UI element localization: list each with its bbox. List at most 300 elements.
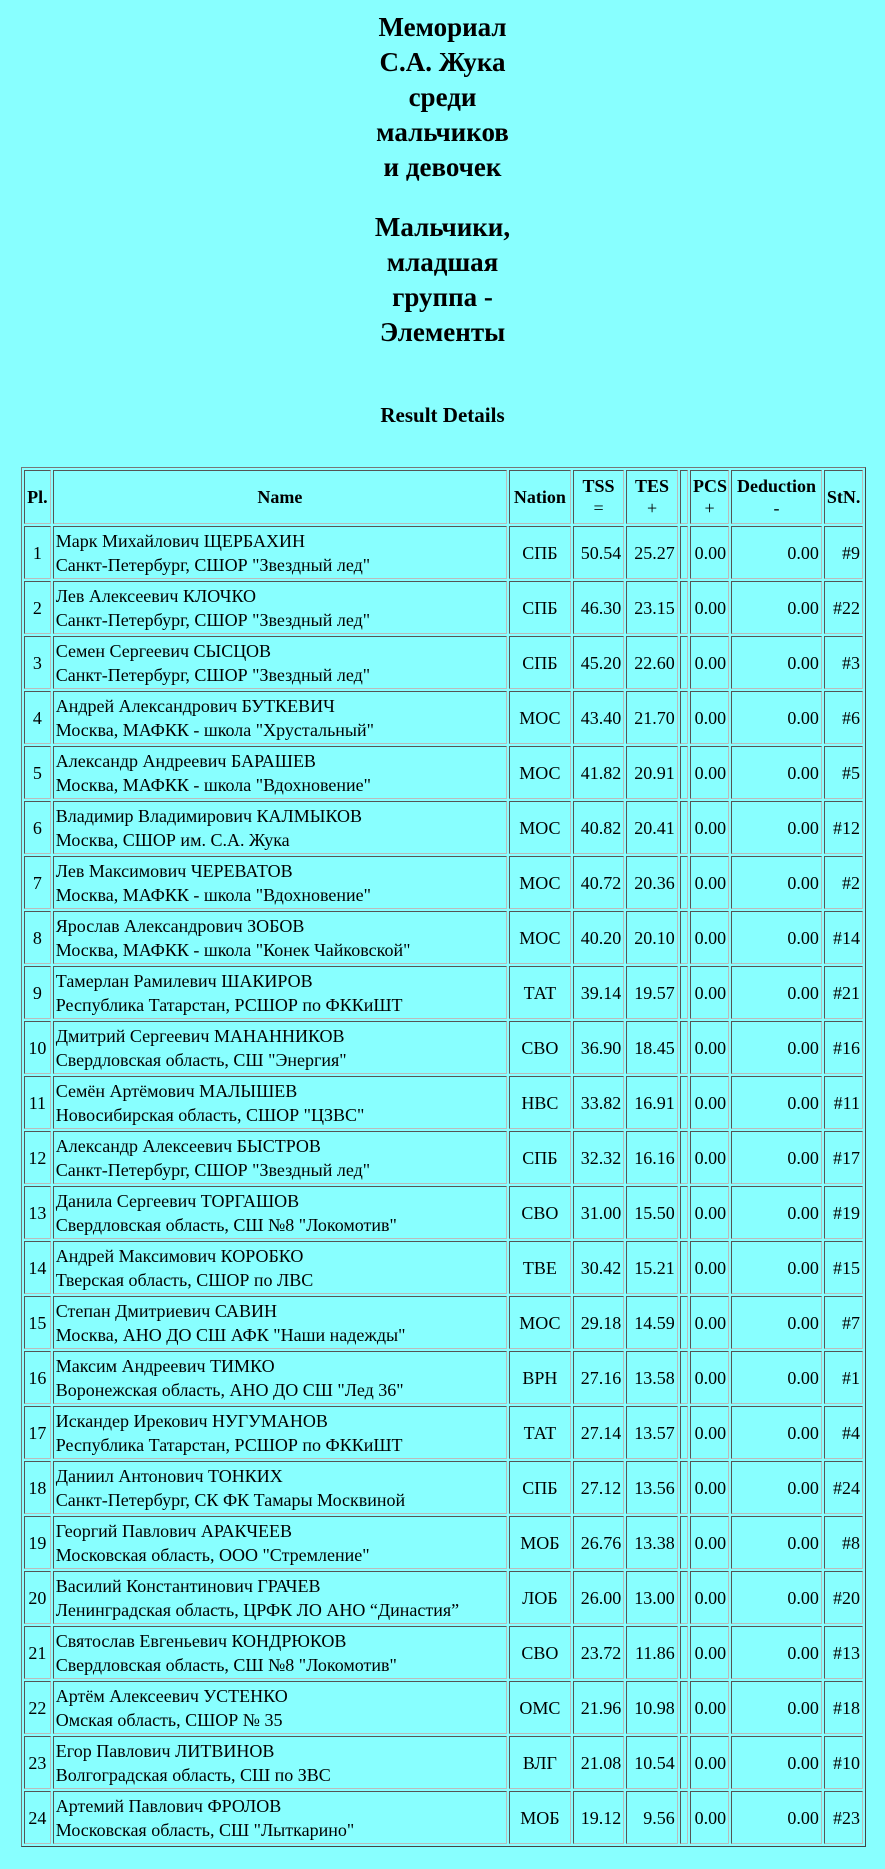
- stn-cell: [824, 1076, 863, 1129]
- tes-value: 9.56: [643, 1807, 675, 1828]
- deduction-cell: [731, 1296, 822, 1349]
- pcs-value: 0.00: [694, 982, 727, 1003]
- tss-value: 40.82: [580, 817, 622, 838]
- pcs-value: 0.00: [694, 1312, 727, 1333]
- deduction-value: 0.00: [787, 707, 819, 728]
- nation-cell: [509, 1076, 571, 1129]
- table-row: [24, 526, 863, 579]
- pcs-cell: [690, 801, 729, 854]
- table-row: [24, 1791, 863, 1844]
- pcs-cell: [690, 1186, 729, 1239]
- header-tes-label: TES: [635, 476, 670, 496]
- name-cell: [53, 1516, 507, 1569]
- pcs-value: 0.00: [694, 1422, 727, 1443]
- stn-cell: [824, 1791, 863, 1844]
- pcs-value: 0.00: [694, 597, 727, 618]
- stn-value: #1: [842, 1367, 860, 1388]
- stn-value: #24: [833, 1477, 860, 1498]
- pcs-value: 0.00: [694, 1257, 727, 1278]
- pcs-value: 0.00: [694, 652, 727, 673]
- tes-cell: [626, 1406, 678, 1459]
- skater-name: Семён Артёмович МАЛЫШЕВ: [55, 1080, 298, 1101]
- skater-name: Егор Павлович ЛИТВИНОВ: [55, 1740, 275, 1761]
- separator-cell: [680, 1571, 688, 1624]
- deduction-cell: [731, 1021, 822, 1074]
- pcs-value: 0.00: [694, 1037, 727, 1058]
- tss-value: 19.12: [580, 1807, 622, 1828]
- skater-name: Георгий Павлович АРАКЧЕЕВ: [55, 1520, 293, 1541]
- table-row: [24, 1131, 863, 1184]
- deduction-cell: [731, 1626, 822, 1679]
- header-pl: [24, 470, 51, 524]
- nation-value: СПБ: [522, 542, 558, 563]
- stn-value: #17: [833, 1147, 860, 1168]
- table-row: [24, 1406, 863, 1459]
- table-row: [24, 1626, 863, 1679]
- deduction-cell: [731, 1406, 822, 1459]
- skater-club: Омская область, СШОР № 35: [55, 1709, 283, 1730]
- tss-value: 45.20: [580, 652, 622, 673]
- table-row: [24, 801, 863, 854]
- separator-cell: [680, 856, 688, 909]
- skater-name: Искандер Ирекович НУГУМАНОВ: [55, 1410, 328, 1431]
- skater-name: Дмитрий Сергеевич МАНАННИКОВ: [55, 1025, 345, 1046]
- deduction-value: 0.00: [787, 1367, 819, 1388]
- nation-value: ТАТ: [523, 1422, 557, 1443]
- nation-cell: [509, 1131, 571, 1184]
- event-title-line: С.А. Жука: [379, 47, 506, 77]
- pcs-value: 0.00: [694, 817, 727, 838]
- header-stn-label: StN.: [826, 487, 861, 507]
- header-nation-label: Nation: [513, 487, 566, 507]
- place-value: 4: [32, 707, 42, 728]
- place-value: 20: [28, 1587, 47, 1608]
- pcs-cell: [690, 1241, 729, 1294]
- nation-cell: [509, 911, 571, 964]
- tes-cell: [626, 1516, 678, 1569]
- separator-cell: [680, 1736, 688, 1789]
- stn-value: #16: [833, 1037, 860, 1058]
- tss-value: 40.20: [580, 927, 622, 948]
- tes-cell: [626, 691, 678, 744]
- skater-club: Москва, МАФКК - школа "Конек Чайковской": [55, 939, 411, 960]
- tes-cell: [626, 746, 678, 799]
- deduction-value: 0.00: [787, 652, 819, 673]
- deduction-value: 0.00: [787, 1147, 819, 1168]
- stn-cell: [824, 1571, 863, 1624]
- tss-cell: [573, 1571, 625, 1624]
- table-row: [24, 1681, 863, 1734]
- table-row: [24, 636, 863, 689]
- stn-value: #8: [842, 1532, 860, 1553]
- stn-value: #12: [833, 817, 860, 838]
- deduction-value: 0.00: [787, 1312, 819, 1333]
- table-row: [24, 1571, 863, 1624]
- skater-name: Александр Андреевич БАРАШЕВ: [55, 750, 316, 771]
- tes-cell: [626, 1681, 678, 1734]
- pcs-cell: [690, 966, 729, 1019]
- pcs-cell: [690, 911, 729, 964]
- tss-cell: [573, 1021, 625, 1074]
- deduction-cell: [731, 1131, 822, 1184]
- place-value: 5: [32, 762, 42, 783]
- skater-club: Волгоградская область, СШ по ЗВС: [55, 1764, 331, 1785]
- place-value: 19: [28, 1532, 47, 1553]
- skater-name: Артемий Павлович ФРОЛОВ: [55, 1795, 282, 1816]
- tes-cell: [626, 1131, 678, 1184]
- name-cell: [53, 746, 507, 799]
- nation-cell: [509, 691, 571, 744]
- nation-value: МОС: [519, 1312, 561, 1333]
- pcs-value: 0.00: [694, 1477, 727, 1498]
- stn-cell: [824, 1021, 863, 1074]
- stn-value: #9: [842, 542, 860, 563]
- pcs-cell: [690, 1736, 729, 1789]
- pcs-cell: [690, 636, 729, 689]
- tes-value: 19.57: [634, 982, 675, 1003]
- tes-value: 14.59: [634, 1312, 675, 1333]
- stn-cell: [824, 526, 863, 579]
- nation-cell: [509, 636, 571, 689]
- tss-cell: [573, 1791, 625, 1844]
- deduction-value: 0.00: [787, 817, 819, 838]
- pcs-cell: [690, 856, 729, 909]
- nation-cell: [509, 581, 571, 634]
- tss-value: 21.96: [580, 1697, 622, 1718]
- name-cell: [53, 1681, 507, 1734]
- deduction-value: 0.00: [787, 927, 819, 948]
- tes-value: 16.16: [634, 1147, 675, 1168]
- skater-club: Москва, МАФКК - школа "Вдохновение": [55, 774, 372, 795]
- header-tss-sign: =: [593, 498, 604, 518]
- nation-cell: [509, 1516, 571, 1569]
- tss-cell: [573, 801, 625, 854]
- nation-cell: [509, 1461, 571, 1514]
- place-value: 23: [28, 1752, 47, 1773]
- place-value: 12: [28, 1147, 47, 1168]
- nation-value: СВО: [521, 1642, 559, 1663]
- place-value: 13: [28, 1202, 47, 1223]
- pcs-cell: [690, 1681, 729, 1734]
- stn-value: #23: [833, 1807, 860, 1828]
- name-cell: [53, 1076, 507, 1129]
- name-cell: [53, 1791, 507, 1844]
- stn-cell: [824, 746, 863, 799]
- deduction-cell: [731, 856, 822, 909]
- tes-cell: [626, 581, 678, 634]
- separator-cell: [680, 1241, 688, 1294]
- tss-value: 30.42: [580, 1257, 622, 1278]
- pcs-cell: [690, 746, 729, 799]
- nation-cell: [509, 1241, 571, 1294]
- place-cell: [24, 1021, 51, 1074]
- deduction-cell: [731, 746, 822, 799]
- nation-value: МОС: [519, 817, 561, 838]
- event-title-line: и девочек: [383, 152, 502, 182]
- name-cell: [53, 1021, 507, 1074]
- nation-cell: [509, 1736, 571, 1789]
- pcs-cell: [690, 1131, 729, 1184]
- tes-cell: [626, 636, 678, 689]
- header-tss: [573, 470, 625, 524]
- tes-cell: [626, 1461, 678, 1514]
- separator-cell: [680, 801, 688, 854]
- deduction-cell: [731, 581, 822, 634]
- nation-value: ВРН: [522, 1367, 558, 1388]
- stn-cell: [824, 1241, 863, 1294]
- header-separator: [680, 470, 688, 524]
- tss-cell: [573, 1131, 625, 1184]
- tss-value: 50.54: [580, 542, 622, 563]
- name-cell: [53, 856, 507, 909]
- stn-cell: [824, 1186, 863, 1239]
- name-cell: [53, 691, 507, 744]
- tss-value: 39.14: [580, 982, 622, 1003]
- result-details-heading: Result Details: [380, 403, 505, 427]
- table-row: [24, 1021, 863, 1074]
- tss-cell: [573, 1736, 625, 1789]
- stn-cell: [824, 1131, 863, 1184]
- place-value: 21: [28, 1642, 47, 1663]
- place-cell: [24, 1351, 51, 1404]
- place-cell: [24, 1516, 51, 1569]
- place-value: 22: [28, 1697, 47, 1718]
- nation-cell: [509, 1791, 571, 1844]
- tss-value: 23.72: [580, 1642, 622, 1663]
- nation-value: СПБ: [522, 1477, 558, 1498]
- tes-cell: [626, 911, 678, 964]
- name-cell: [53, 1131, 507, 1184]
- header-pcs-sign: +: [704, 498, 715, 518]
- place-value: 10: [28, 1037, 47, 1058]
- tes-value: 15.21: [634, 1257, 675, 1278]
- tes-cell: [626, 1791, 678, 1844]
- pcs-value: 0.00: [694, 1092, 727, 1113]
- table-row: [24, 1461, 863, 1514]
- separator-cell: [680, 1461, 688, 1514]
- skater-club: Тверская область, СШОР по ЛВС: [55, 1269, 314, 1290]
- separator-cell: [680, 1296, 688, 1349]
- tss-value: 43.40: [580, 707, 622, 728]
- nation-value: НВС: [521, 1092, 559, 1113]
- name-cell: [53, 526, 507, 579]
- separator-cell: [680, 966, 688, 1019]
- header-deduction-label: Deduction: [736, 476, 816, 496]
- event-title-line: Мемориал: [378, 12, 507, 42]
- nation-value: МОБ: [520, 1532, 560, 1553]
- table-row: [24, 856, 863, 909]
- tss-cell: [573, 911, 625, 964]
- tes-value: 20.36: [634, 872, 675, 893]
- skater-name: Тамерлан Рамилевич ШАКИРОВ: [55, 970, 313, 991]
- tss-value: 31.00: [580, 1202, 622, 1223]
- skater-name: Владимир Владимирович КАЛМЫКОВ: [55, 805, 363, 826]
- tss-cell: [573, 746, 625, 799]
- pcs-value: 0.00: [694, 1807, 727, 1828]
- table-row: [24, 746, 863, 799]
- separator-cell: [680, 1681, 688, 1734]
- nation-value: МОС: [519, 927, 561, 948]
- skater-club: Москва, СШОР им. С.А. Жука: [55, 829, 290, 850]
- name-cell: [53, 1626, 507, 1679]
- deduction-value: 0.00: [787, 597, 819, 618]
- deduction-value: 0.00: [787, 1642, 819, 1663]
- pcs-cell: [690, 1076, 729, 1129]
- tss-cell: [573, 636, 625, 689]
- separator-cell: [680, 1076, 688, 1129]
- tss-cell: [573, 581, 625, 634]
- place-value: 6: [32, 817, 42, 838]
- skater-name: Данила Сергеевич ТОРГАШОВ: [55, 1190, 300, 1211]
- category-title-line: младшая: [386, 247, 499, 277]
- stn-value: #13: [833, 1642, 860, 1663]
- nation-cell: [509, 1681, 571, 1734]
- table-row: [24, 966, 863, 1019]
- deduction-cell: [731, 691, 822, 744]
- place-cell: [24, 1571, 51, 1624]
- name-cell: [53, 581, 507, 634]
- deduction-cell: [731, 1461, 822, 1514]
- nation-cell: [509, 526, 571, 579]
- skater-club: Воронежская область, АНО ДО СШ "Лед 36": [55, 1379, 404, 1400]
- table-row: [24, 1296, 863, 1349]
- header-pl-label: Pl.: [27, 487, 48, 507]
- place-value: 18: [28, 1477, 47, 1498]
- tes-value: 25.27: [634, 542, 675, 563]
- skater-club: Санкт-Петербург, СШОР "Звездный лед": [55, 664, 371, 685]
- separator-cell: [680, 691, 688, 744]
- tes-value: 21.70: [634, 707, 675, 728]
- place-cell: [24, 1296, 51, 1349]
- place-cell: [24, 1131, 51, 1184]
- nation-value: МОС: [519, 707, 561, 728]
- tss-value: 27.12: [580, 1477, 622, 1498]
- stn-cell: [824, 581, 863, 634]
- nation-value: МОБ: [520, 1807, 560, 1828]
- stn-cell: [824, 1296, 863, 1349]
- separator-cell: [680, 1351, 688, 1404]
- deduction-value: 0.00: [787, 1752, 819, 1773]
- separator-cell: [680, 1791, 688, 1844]
- header-pcs: [690, 470, 729, 524]
- stn-value: #15: [833, 1257, 860, 1278]
- pcs-value: 0.00: [694, 1147, 727, 1168]
- pcs-value: 0.00: [694, 542, 727, 563]
- deduction-cell: [731, 1076, 822, 1129]
- tss-cell: [573, 1516, 625, 1569]
- skater-club: Московская область, СШ "Лыткарино": [55, 1819, 355, 1840]
- skater-name: Лев Максимович ЧЕРЕВАТОВ: [55, 860, 293, 881]
- stn-cell: [824, 1626, 863, 1679]
- deduction-value: 0.00: [787, 1697, 819, 1718]
- tes-cell: [626, 1021, 678, 1074]
- tss-value: 41.82: [580, 762, 622, 783]
- stn-value: #4: [842, 1422, 860, 1443]
- separator-cell: [680, 746, 688, 799]
- pcs-cell: [690, 1351, 729, 1404]
- tes-value: 13.58: [634, 1367, 675, 1388]
- tss-value: 36.90: [580, 1037, 622, 1058]
- skater-name: Максим Андреевич ТИМКО: [55, 1355, 275, 1376]
- tes-value: 22.60: [634, 652, 675, 673]
- deduction-value: 0.00: [787, 982, 819, 1003]
- stn-value: #3: [842, 652, 860, 673]
- tes-value: 13.38: [634, 1532, 675, 1553]
- tss-value: 27.14: [580, 1422, 622, 1443]
- tes-value: 20.91: [634, 762, 675, 783]
- skater-club: Москва, АНО ДО СШ АФК "Наши надежды": [55, 1324, 406, 1345]
- table-row: [24, 1736, 863, 1789]
- deduction-value: 0.00: [787, 762, 819, 783]
- skater-club: Москва, МАФКК - школа "Хрустальный": [55, 719, 375, 740]
- tes-value: 20.41: [634, 817, 675, 838]
- deduction-cell: [731, 1516, 822, 1569]
- skater-name: Артём Алексеевич УСТЕНКО: [55, 1685, 288, 1706]
- place-cell: [24, 746, 51, 799]
- tss-value: 46.30: [580, 597, 622, 618]
- tss-cell: [573, 1186, 625, 1239]
- tes-value: 23.15: [634, 597, 675, 618]
- nation-value: МОС: [519, 762, 561, 783]
- pcs-value: 0.00: [694, 1752, 727, 1773]
- separator-cell: [680, 911, 688, 964]
- stn-value: #2: [842, 872, 860, 893]
- pcs-value: 0.00: [694, 927, 727, 948]
- table-header-row: [24, 470, 863, 524]
- name-cell: [53, 911, 507, 964]
- place-cell: [24, 1736, 51, 1789]
- results-table: [21, 467, 866, 1847]
- separator-cell: [680, 1626, 688, 1679]
- place-value: 11: [28, 1092, 47, 1113]
- separator-cell: [680, 1186, 688, 1239]
- nation-cell: [509, 856, 571, 909]
- skater-club: Республика Татарстан, РСШОР по ФККиШТ: [55, 1434, 403, 1455]
- place-value: 3: [32, 652, 42, 673]
- skater-name: Андрей Максимович КОРОБКО: [55, 1245, 304, 1266]
- tes-cell: [626, 526, 678, 579]
- skater-club: Московская область, ООО "Стремление": [55, 1544, 370, 1565]
- pcs-cell: [690, 1021, 729, 1074]
- place-cell: [24, 801, 51, 854]
- tss-value: 21.08: [580, 1752, 622, 1773]
- place-value: 14: [28, 1257, 47, 1278]
- place-cell: [24, 856, 51, 909]
- pcs-value: 0.00: [694, 872, 727, 893]
- skater-club: Санкт-Петербург, СШОР "Звездный лед": [55, 609, 371, 630]
- stn-cell: [824, 911, 863, 964]
- skater-name: Ярослав Александрович ЗОБОВ: [55, 915, 305, 936]
- nation-value: ТВЕ: [522, 1257, 557, 1278]
- header-deduction: [731, 470, 822, 524]
- separator-cell: [680, 526, 688, 579]
- tes-value: 13.56: [634, 1477, 675, 1498]
- skater-club: Ленинградская область, ЦРФК ЛО АНО “Династия”: [55, 1599, 460, 1620]
- skater-club: Санкт-Петербург, СШОР "Звездный лед": [55, 554, 371, 575]
- skater-club: Республика Татарстан, РСШОР по ФККиШТ: [55, 994, 403, 1015]
- nation-value: СПБ: [522, 1147, 558, 1168]
- pcs-value: 0.00: [694, 1697, 727, 1718]
- tes-value: 11.86: [634, 1642, 675, 1663]
- tss-cell: [573, 1406, 625, 1459]
- deduction-cell: [731, 801, 822, 854]
- tes-value: 20.10: [634, 927, 675, 948]
- name-cell: [53, 1736, 507, 1789]
- nation-value: ОМС: [519, 1697, 561, 1718]
- place-value: 1: [32, 542, 42, 563]
- place-cell: [24, 1461, 51, 1514]
- table-row: [24, 1076, 863, 1129]
